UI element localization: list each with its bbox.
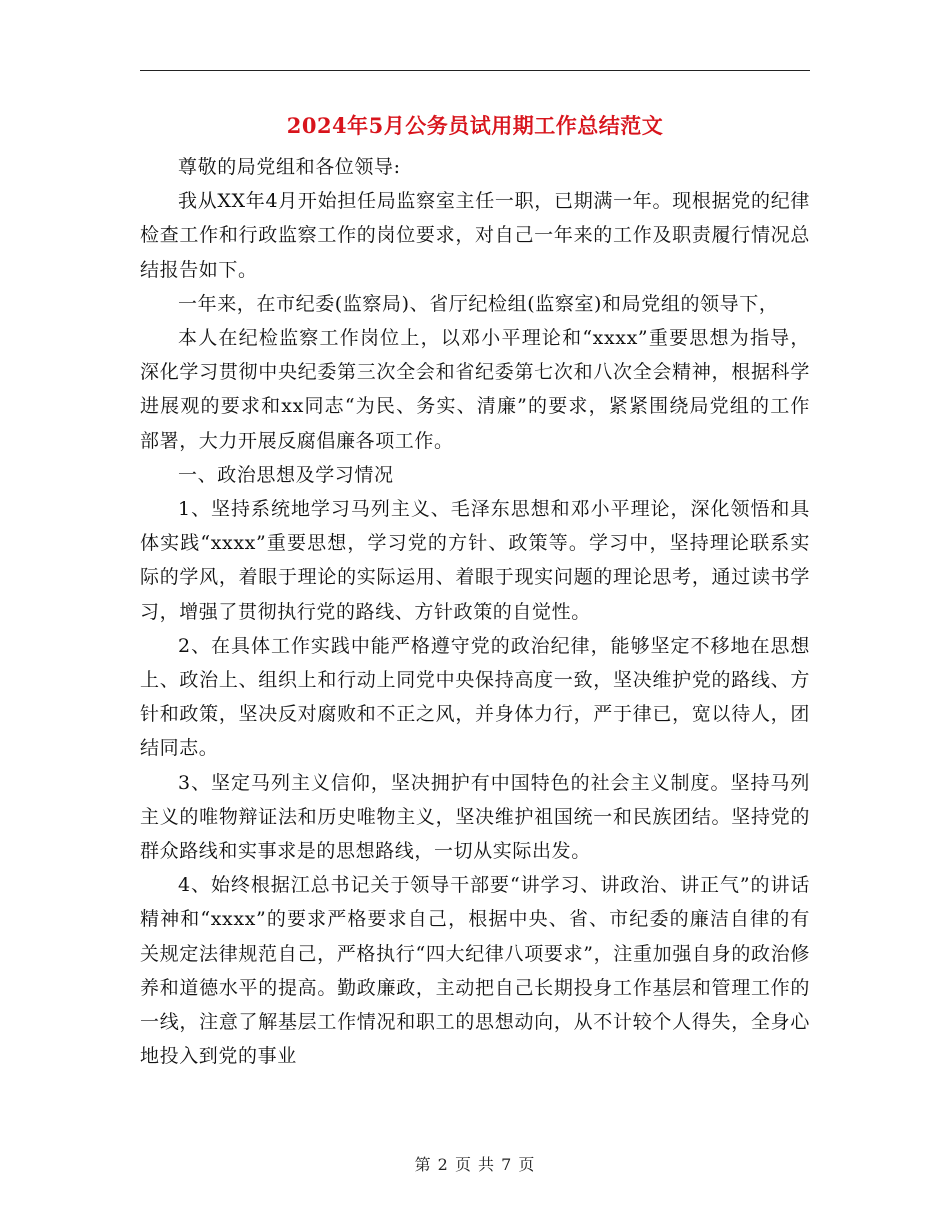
section-heading: 一、政治思想及学习情况: [178, 463, 394, 486]
paragraph: 一年来，在市纪委(监察局)、省厅纪检组(监察室)和局党组的领导下，: [178, 292, 779, 315]
paragraph-salutation: 尊敬的局党组和各位领导:: [178, 156, 401, 178]
paragraph: 我从XX年4月开始担任局监察室主任一职，已期满一年。现根据党的纪律检查工作和行政监察工作的岗位要求，对自己一年来的工作及职责履行情况总结报告如下。: [140, 190, 810, 281]
document-body: [140, 150, 810, 1073]
paragraph: 4、始终根据江总书记关于领导干部要“讲学习、讲政治、讲正气”的讲话精神和“xxxx”的要求严格要求自己，根据中央、省、市纪委的廉洁自律的有关规定法律规范自己，严格执行“四大纪律八项要求”，注重加强自身的政治修养和道德水平的提高。勤政廉政，主动把自己长期投身工作基层和管理工作的一线，注意了解基层工作情况和职工的思想动向，从不计较个人得失，全身心地投入到党的事业: [140, 874, 810, 1068]
paragraph: 2、在具体工作实践中能严格遵守党的政治纪律，能够坚定不移地在思想上、政治上、组织上和行动上同党中央保持高度一致，坚决维护党的路线、方针和政策，坚决反对腐败和不正之风，并身体力行，严于律已，宽以待人，团结同志。: [140, 634, 810, 760]
document-title: 2024年5月公务员试用期工作总结范文: [286, 113, 664, 138]
paragraph: 1、坚持系统地学习马列主义、毛泽东思想和邓小平理论，深化领悟和具体实践“xxxx”重要思想，学习党的方针、政策等。学习中，坚持理论联系实际的学风，着眼于理论的实际运用、着眼于现实问题的理论思考，通过读书学习，增强了贯彻执行党的路线、方针政策的自觉性。: [140, 498, 810, 623]
paragraph: 本人在纪检监察工作岗位上，以邓小平理论和“xxxx”重要思想为指导，深化学习贯彻中央纪委第三次全会和省纪委第七次和八次全会精神，根据科学进展观的要求和xx同志“为民、务实、清廉”的要求，紧紧围绕局党组的工作部署，大力开展反腐倡廉各项工作。: [140, 327, 810, 452]
paragraph: 3、坚定马列主义信仰，坚决拥护有中国特色的社会主义制度。坚持马列主义的唯物辩证法和历史唯物主义，坚决维护祖国统一和民族团结。坚持党的群众路线和实事求是的思想路线，一切从实际出发。: [140, 771, 810, 863]
header-rule: [140, 70, 810, 71]
page-number: 第 2 页 共 7 页: [414, 1155, 536, 1174]
